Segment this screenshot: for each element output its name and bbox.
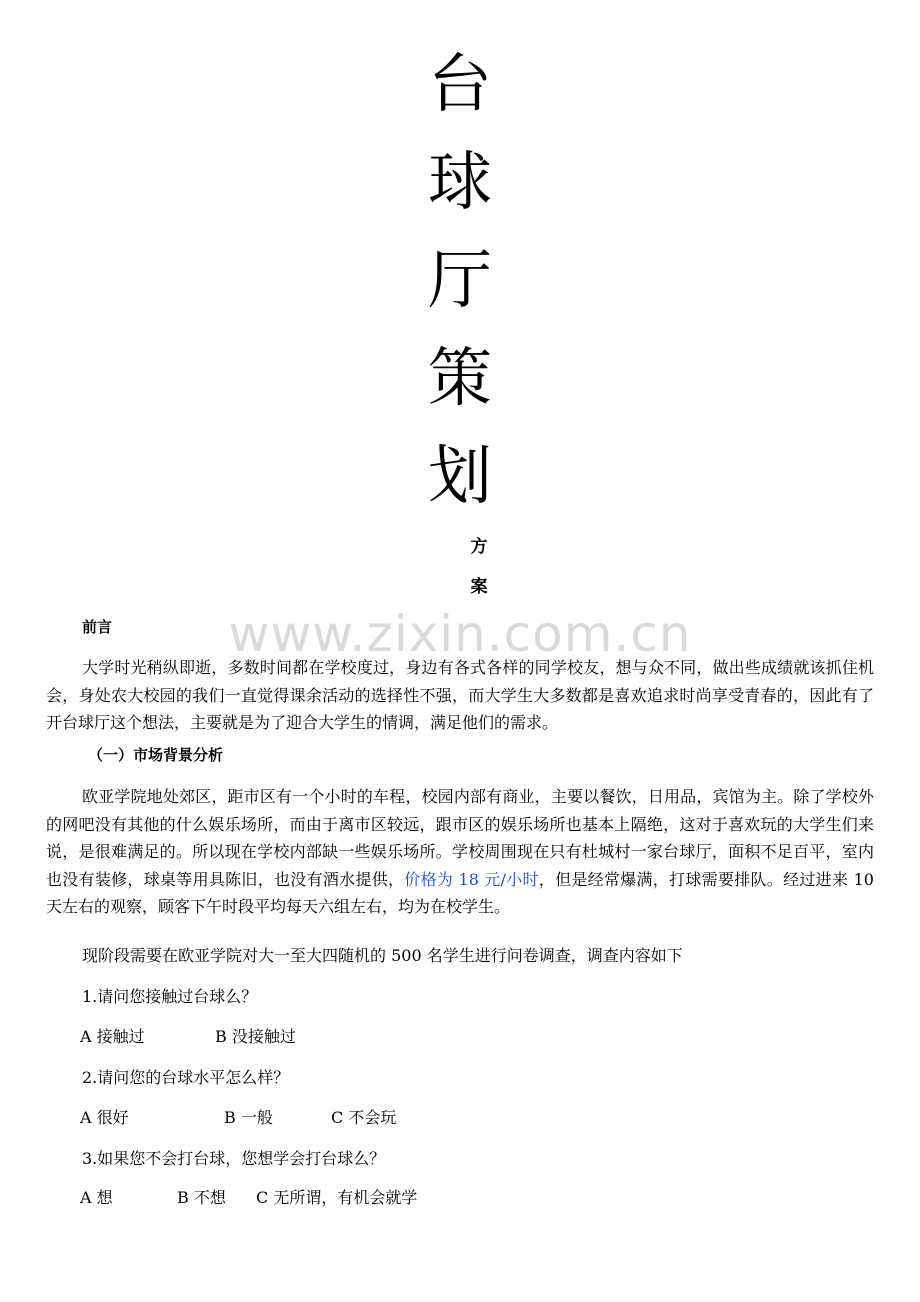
subtitle-char-2: 案 [470, 577, 488, 597]
question-2-option-c: C 不会玩 [331, 1108, 397, 1127]
question-3: 3.如果您不会打台球，您想学会打台球么？ [82, 1149, 386, 1168]
watermark: www.zixin.com.cn [228, 605, 692, 663]
question-2-option-b: B 一般 [224, 1108, 273, 1127]
question-3-option-c: C 无所谓，有机会就学 [256, 1188, 418, 1207]
price-link[interactable]: 价格为 18 元/小时 [404, 869, 539, 889]
title-char-1: 台 [428, 48, 492, 122]
title-char-4: 策 [428, 342, 492, 416]
subtitle-char-1: 方 [470, 537, 488, 557]
market-text-2: ，但是经常爆满，打球需要排队。经过进来 10 天左右的观察，顾客下午时段平均每天六组左右，均为在校学生。 [46, 869, 874, 916]
question-3-option-b: B 不想 [177, 1188, 226, 1207]
survey-intro: 现阶段需要在欧亚学院对大一至大四随机的 500 名学生进行问卷调查，调查内容如下 [82, 946, 683, 965]
question-3-option-a: A 想 [80, 1188, 113, 1207]
question-2-option-a: A 很好 [80, 1108, 129, 1127]
title-char-2: 球 [428, 146, 492, 220]
preface-heading: 前言 [82, 618, 113, 636]
title-char-5: 划 [428, 440, 492, 514]
question-1: 1.请问您接触过台球么？ [82, 987, 258, 1006]
question-2: 2.请问您的台球水平怎么样？ [82, 1068, 290, 1087]
question-1-option-b: B 没接触过 [215, 1027, 296, 1046]
question-1-option-a: A 接触过 [80, 1027, 145, 1046]
title-char-3: 厅 [428, 244, 492, 318]
section-market-paragraph [46, 783, 874, 921]
preface-paragraph: 大学时光稍纵即逝，多数时间都在学校度过，身边有各式各样的同学校友，想与众不同，做出些成绩就该抓住机会，身处农大校园的我们一直觉得课余活动的选择性不强，而大学生大多数都是喜欢追求时尚享受青春的，因此有了开台球厅这个想法，主要就是为了迎合大学生的情调，满足他们的需求。 [46, 658, 874, 732]
market-text-1: 欧亚学院地处郊区，距市区有一个小时的车程，校园内部有商业，主要以餐饮，日用品，宾馆为主。除了学校外的网吧没有其他的什么娱乐场所，而由于离市区较远，跟市区的娱乐场所也基本上隔绝，这对于喜欢玩的大学生们来说，是很难满足的。所以现在学校内部缺一些娱乐场所。学校周围现在只有杜城村一家台球厅，面积不足百平，室内也没有装修，球桌等用具陈旧，也没有酒水提供， [46, 787, 874, 889]
section-market-heading: （一）市场背景分析 [88, 746, 224, 764]
